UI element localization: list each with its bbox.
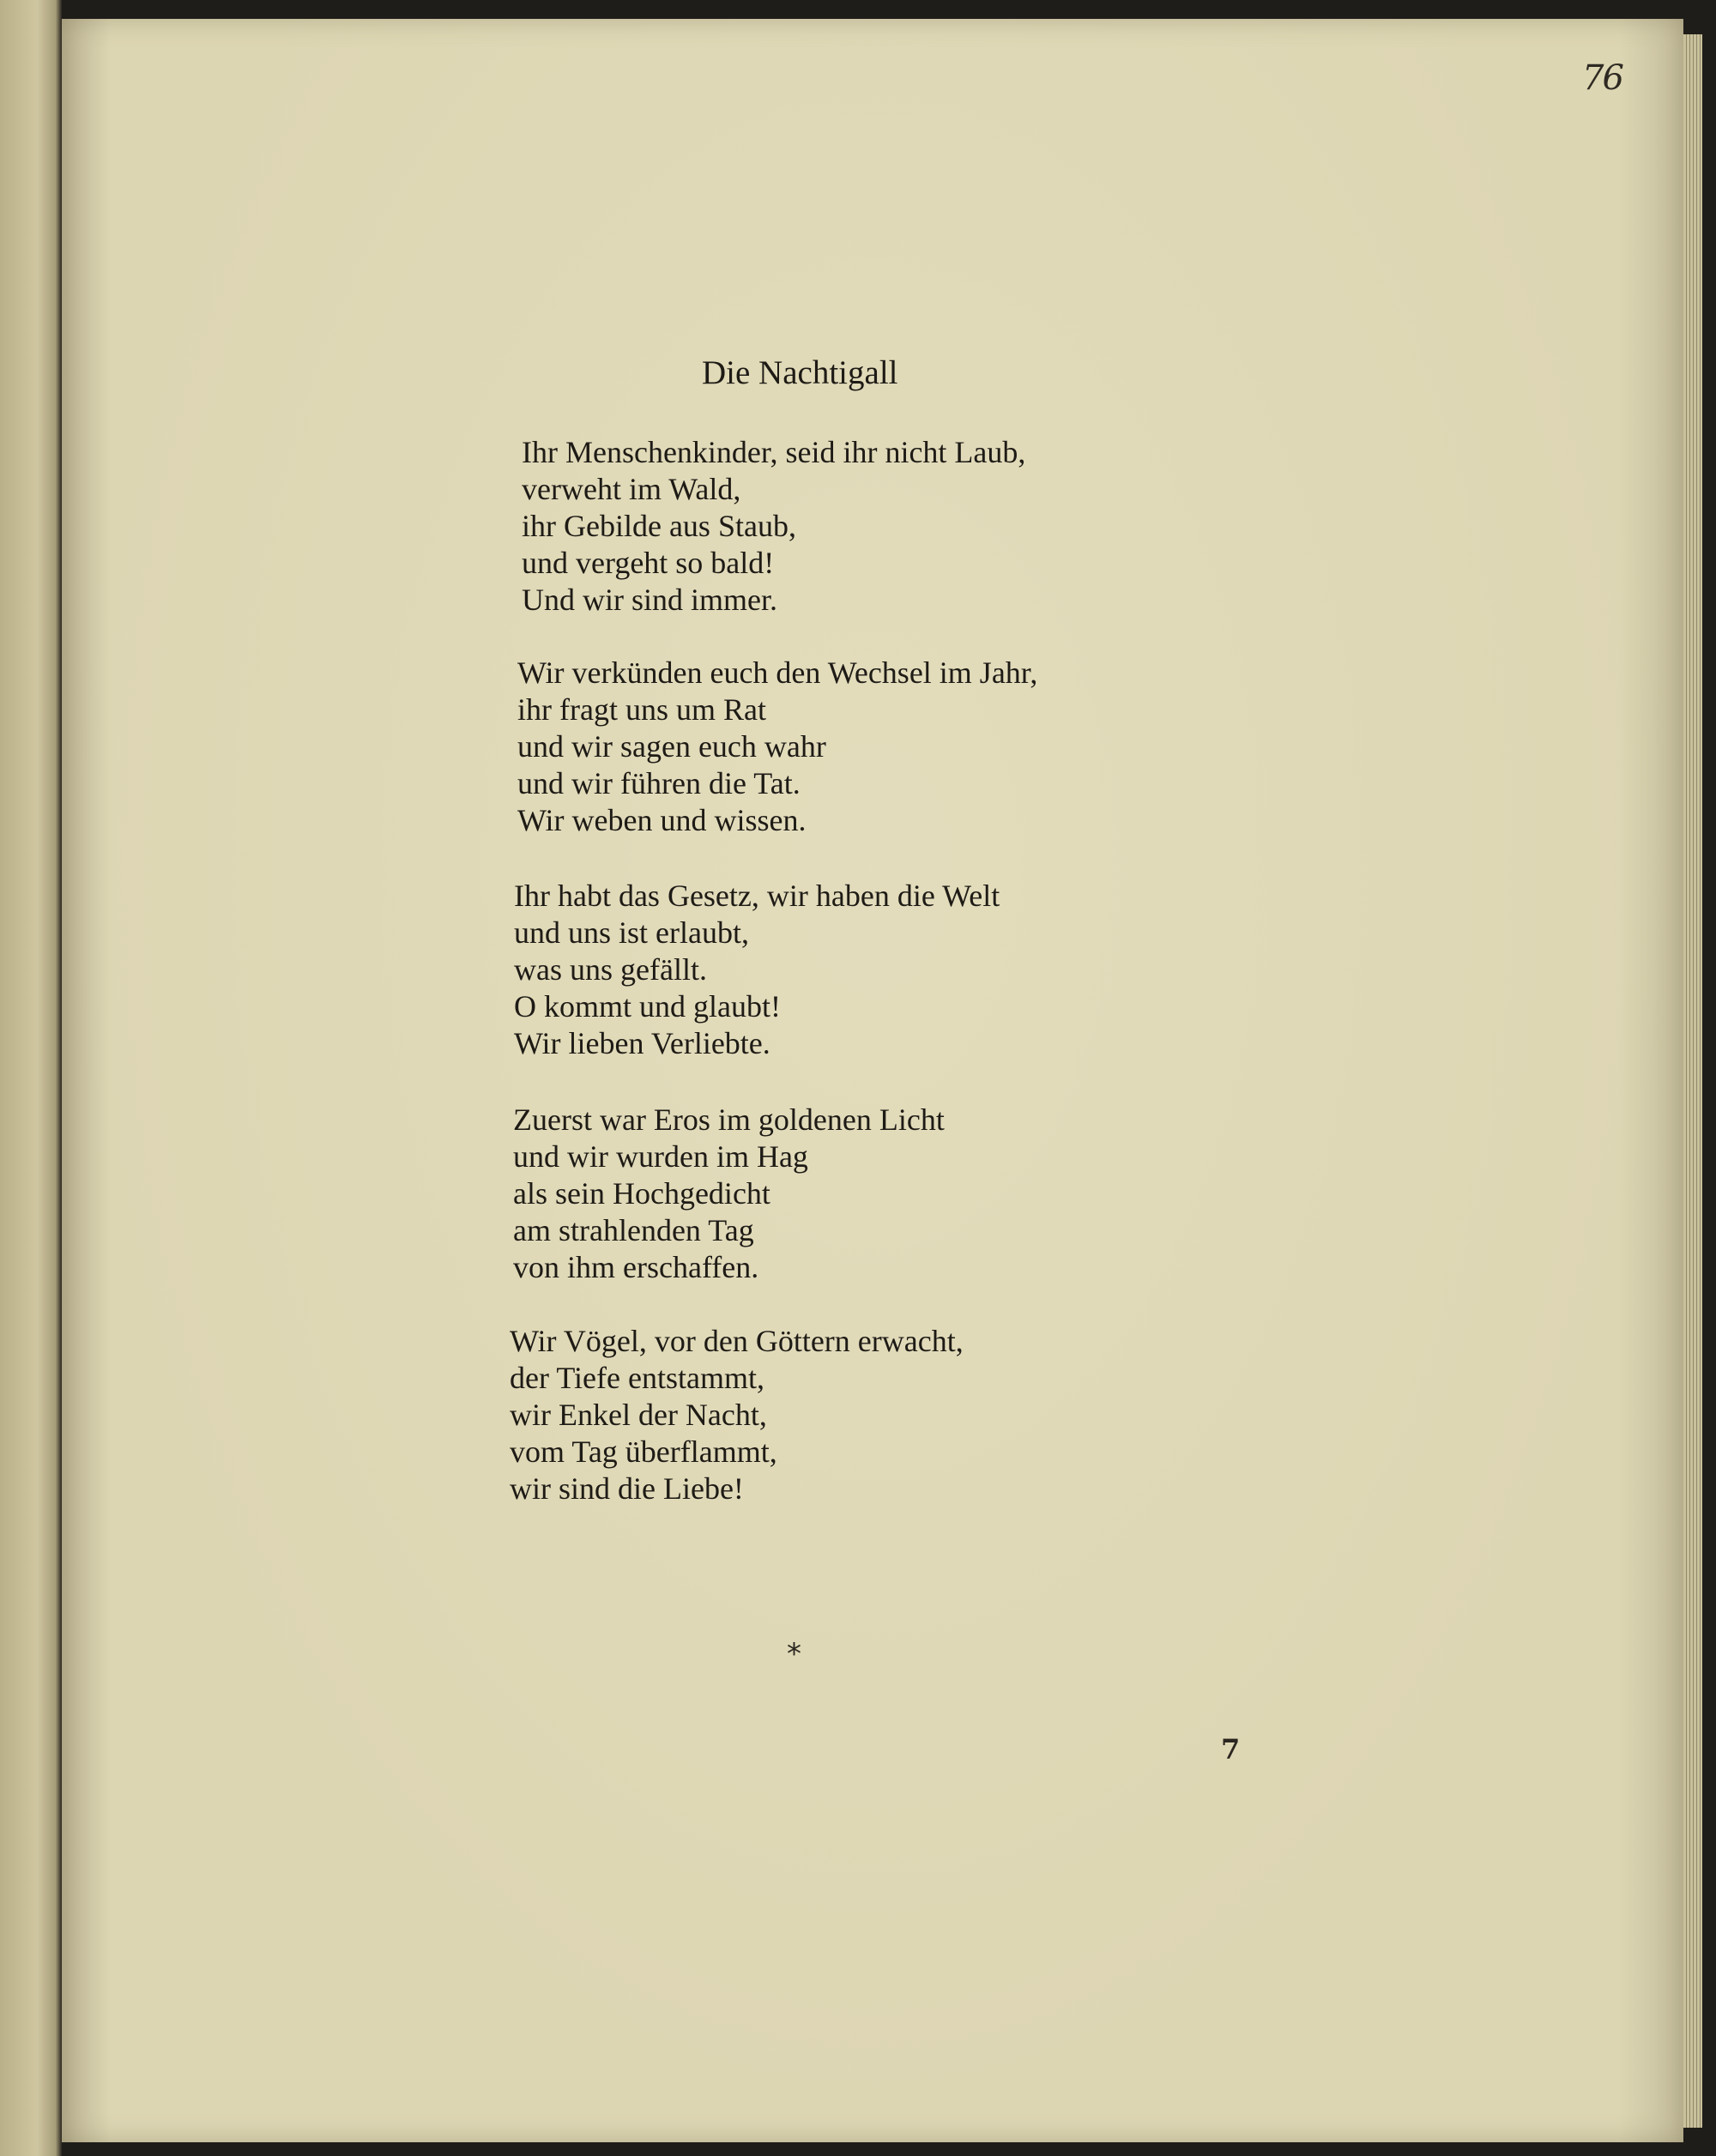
poem-line: und uns ist erlaubt, <box>514 915 749 950</box>
poem-line: und wir wurden im Hag <box>513 1139 808 1174</box>
stanza <box>522 434 1025 619</box>
poem-line: Ihr Menschenkinder, seid ihr nicht Laub, <box>522 435 1026 469</box>
poem-line: Und wir sind immer. <box>522 583 777 617</box>
page-number: 76 <box>1582 58 1622 98</box>
poem-line: Wir lieben Verliebte. <box>514 1026 770 1060</box>
stanza <box>513 1102 945 1286</box>
poem-title: Die Nachtigall <box>702 354 898 391</box>
poem-line: und wir führen die Tat. <box>517 766 801 800</box>
previous-page-edge <box>0 0 62 2156</box>
poem-line: Zuerst war Eros im goldenen Licht <box>513 1102 945 1137</box>
poem-line: ihr Gebilde aus Staub, <box>522 509 796 543</box>
poem-line: der Tiefe entstammt, <box>510 1361 764 1395</box>
asterisk-ornament: * <box>787 1637 801 1671</box>
poem-line: und wir sagen euch wahr <box>517 729 826 764</box>
stanza <box>510 1323 964 1507</box>
stanza <box>517 655 1037 839</box>
page-edges <box>1683 34 1702 2128</box>
poem-line: verweht im Wald, <box>522 472 741 506</box>
poem-line: Wir Vögel, vor den Göttern erwacht, <box>510 1324 964 1358</box>
poem-line: vom Tag überflammt, <box>510 1434 777 1469</box>
poem-line: Wir verkünden euch den Wechsel im Jahr, <box>517 655 1038 690</box>
poem-line: Ihr habt das Gesetz, wir haben die Welt <box>514 879 1000 913</box>
poem-line: wir Enkel der Nacht, <box>510 1398 767 1432</box>
poem-line: O kommt und glaubt! <box>514 989 781 1024</box>
poem-line: wir sind die Liebe! <box>510 1471 744 1506</box>
signature-mark: 7 <box>1221 1733 1241 1766</box>
poem-line: als sein Hochgedicht <box>513 1176 770 1211</box>
poem-line: ihr fragt uns um Rat <box>517 692 766 727</box>
stanza <box>514 878 1000 1062</box>
poem-line: am strahlenden Tag <box>513 1213 754 1247</box>
poem-line: Wir weben und wissen. <box>517 803 807 837</box>
book-page <box>62 19 1683 2142</box>
poem-line: von ihm erschaffen. <box>513 1250 759 1284</box>
poem-line: was uns gefällt. <box>514 952 707 987</box>
poem-line: und vergeht so bald! <box>522 546 775 580</box>
